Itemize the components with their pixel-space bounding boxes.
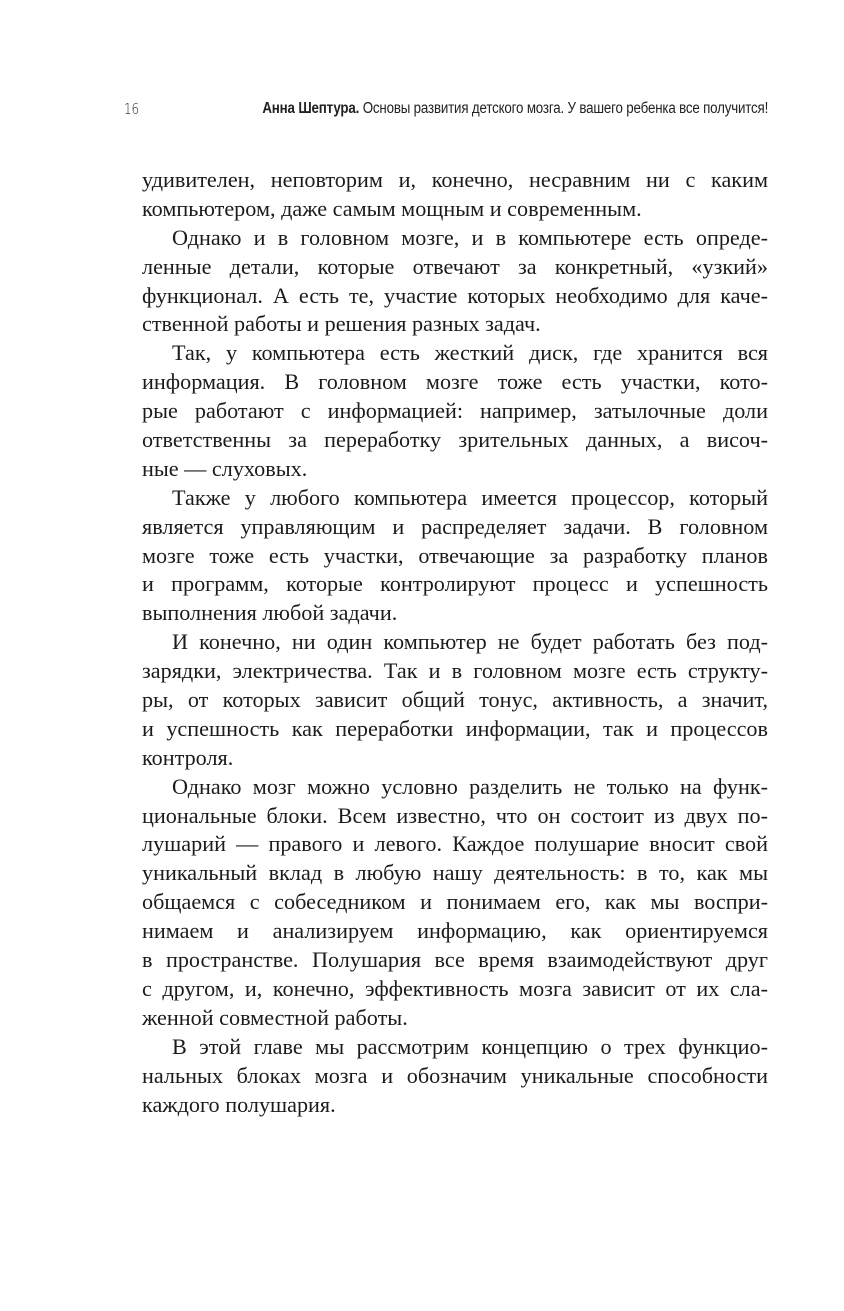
text-line: и программ, которые контролируют процесс и успешность: [142, 571, 768, 597]
book-title: Основы развития детского мозга. У вашего ребенка все получится!: [359, 100, 768, 117]
text-line: лушарий — правого и левого. Каждое полушарие вносит свой: [142, 831, 768, 857]
paragraph: [142, 224, 768, 340]
text-line: ры, от которых зависит общий тонус, активность, а значит,: [142, 687, 768, 713]
running-header: [124, 100, 768, 124]
text-line: рые работают с информацией: например, затылочные доли: [142, 398, 768, 424]
page-body: [142, 166, 768, 1119]
text-line: Однако и в головном мозге, и в компьютере есть опреде-: [172, 224, 768, 250]
paragraph: [142, 484, 768, 628]
text-line: ственной работы и решения разных задач.: [142, 311, 541, 337]
text-line: ленные детали, которые отвечают за конкретный, «узкий»: [142, 253, 768, 279]
text-line: контроля.: [142, 744, 234, 770]
text-line: ответственны за переработку зрительных данных, а височ-: [142, 427, 768, 453]
text-line: Также у любого компьютера имеется процессор, который: [172, 484, 768, 510]
paragraph-continuation: [142, 166, 768, 224]
book-title-line: [262, 100, 768, 118]
text-line: женной совместной работы.: [142, 1004, 408, 1030]
text-line: Однако мозг можно условно разделить не только на функ-: [172, 773, 768, 799]
paragraph: [142, 773, 768, 1033]
text-line: каждого полушария.: [142, 1091, 336, 1117]
text-line: удивителен, неповторим и, конечно, несравним ни с каким: [142, 167, 768, 192]
text-line: И конечно, ни один компьютер не будет работать без под-: [172, 629, 768, 655]
page-number: 16: [124, 100, 139, 118]
text-line: функционал. А есть те, участие которых необходимо для каче-: [142, 282, 768, 308]
text-line: информация. В головном мозге тоже есть участки, кото-: [142, 369, 768, 395]
text-line: В этой главе мы рассмотрим концепцию о трех функцио-: [172, 1033, 768, 1059]
paragraph: [142, 339, 768, 483]
text-line: и успешность как переработки информации, так и процессов: [142, 715, 768, 741]
text-line: компьютером, даже самым мощным и современным.: [142, 195, 642, 221]
text-line: зарядки, электричества. Так и в головном мозге есть структу-: [142, 658, 768, 684]
paragraph: [142, 628, 768, 772]
text-line: с другом, и, конечно, эффективность мозга зависит от их сла-: [142, 975, 768, 1001]
text-line: нальных блоках мозга и обозначим уникальные способности: [142, 1062, 768, 1088]
text-line: нимаем и анализируем информацию, как ориентируемся: [142, 918, 768, 944]
text-line: циональные блоки. Всем известно, что он состоит из двух по-: [142, 802, 768, 828]
text-line: в пространстве. Полушария все время взаимодействуют друг: [142, 947, 768, 973]
text-line: выполнения любой задачи.: [142, 600, 398, 626]
text-line: является управляющим и распределяет задачи. В головном: [142, 513, 768, 539]
text-line: Так, у компьютера есть жесткий диск, где хранится вся: [172, 340, 768, 366]
paragraph: [142, 1033, 768, 1120]
text-line: ные — слуховых.: [142, 455, 308, 481]
text-line: мозге тоже есть участки, отвечающие за разработку планов: [142, 542, 768, 568]
text-line: общаемся с собеседником и понимаем его, как мы воспри-: [142, 889, 768, 915]
author-name: Анна Шептура.: [262, 100, 360, 117]
text-line: уникальный вклад в любую нашу деятельность: в то, как мы: [142, 860, 768, 886]
